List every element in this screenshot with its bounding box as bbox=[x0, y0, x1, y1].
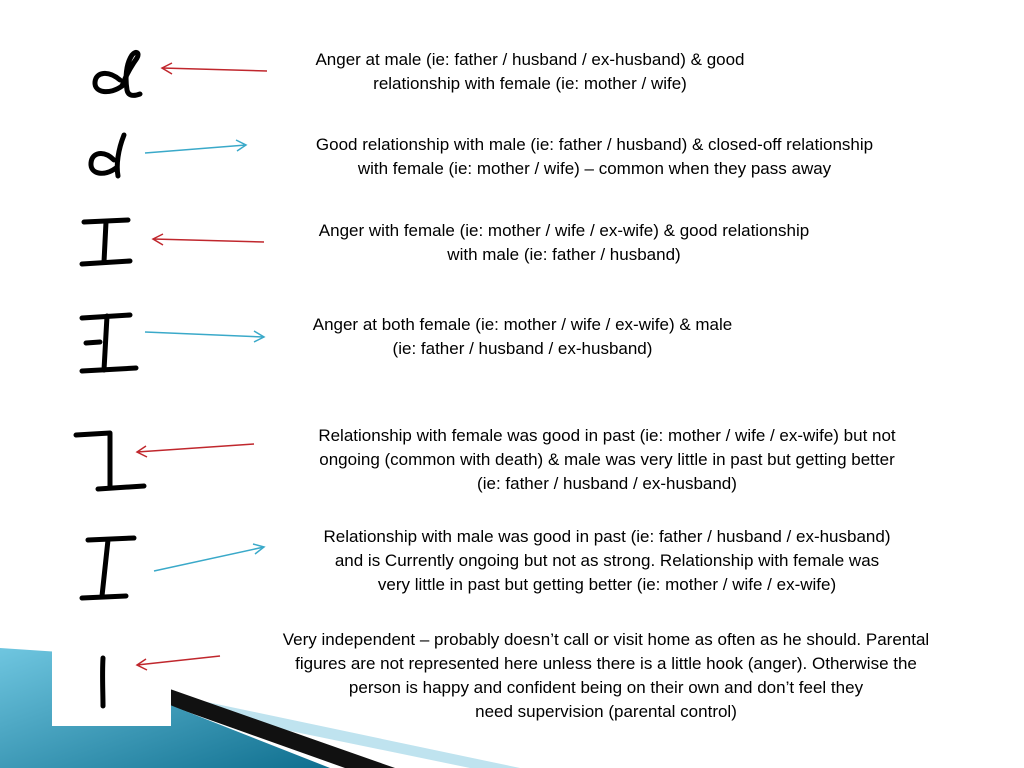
arrow-item-3 bbox=[153, 234, 264, 245]
description-item-4 bbox=[270, 313, 775, 361]
description-line: Relationship with female was good in past (ie: mother / wife / ex-wife) but not bbox=[318, 426, 896, 445]
description-line: person is happy and confident being on their own and don’t feel they bbox=[348, 678, 864, 697]
description-line: Anger with female (ie: mother / wife / ex-wife) & good relationship bbox=[318, 221, 810, 240]
description-item-1 bbox=[270, 48, 790, 96]
arrow-item-7 bbox=[137, 656, 220, 670]
description-line: Relationship with male was good in past (ie: father / husband / ex-husband) bbox=[323, 527, 891, 546]
description-item-2 bbox=[262, 133, 927, 181]
description-line: very little in past but getting better (ie: mother / wife / ex-wife) bbox=[377, 575, 837, 594]
description-line: need supervision (parental control) bbox=[475, 702, 737, 721]
arrow-item-1 bbox=[162, 63, 267, 74]
description-line: (ie: father / husband / ex-husband) bbox=[392, 339, 653, 358]
arrow-item-6 bbox=[154, 544, 264, 571]
arrow-item-2 bbox=[145, 140, 246, 153]
description-line: Good relationship with male (ie: father / husband) & closed-off relationship bbox=[315, 135, 874, 154]
description-line: Anger at male (ie: father / husband / ex-husband) & good bbox=[315, 50, 745, 69]
description-line: (ie: father / husband / ex-husband) bbox=[477, 474, 737, 493]
description-line: and is Currently ongoing but not as strong. Relationship with female was bbox=[334, 551, 880, 570]
description-line: figures are not represented here unless there is a little hook (anger). Otherwise the bbox=[295, 654, 917, 673]
description-line: relationship with female (ie: mother / wife) bbox=[373, 74, 687, 93]
description-item-6 bbox=[268, 525, 946, 597]
description-line: Anger at both female (ie: mother / wife / ex-wife) & male bbox=[312, 315, 733, 334]
description-line: ongoing (common with death) & male was very little in past but getting better bbox=[319, 450, 895, 469]
description-line: with female (ie: mother / wife) – common when they pass away bbox=[357, 159, 832, 178]
description-item-3 bbox=[270, 219, 858, 267]
description-item-5 bbox=[262, 424, 952, 496]
arrow-item-4 bbox=[145, 331, 264, 342]
description-line: Very independent – probably doesn’t call or visit home as often as he should. Parental bbox=[282, 630, 930, 649]
description-item-7 bbox=[222, 628, 990, 724]
arrow-item-5 bbox=[137, 444, 254, 457]
description-line: with male (ie: father / husband) bbox=[447, 245, 681, 264]
